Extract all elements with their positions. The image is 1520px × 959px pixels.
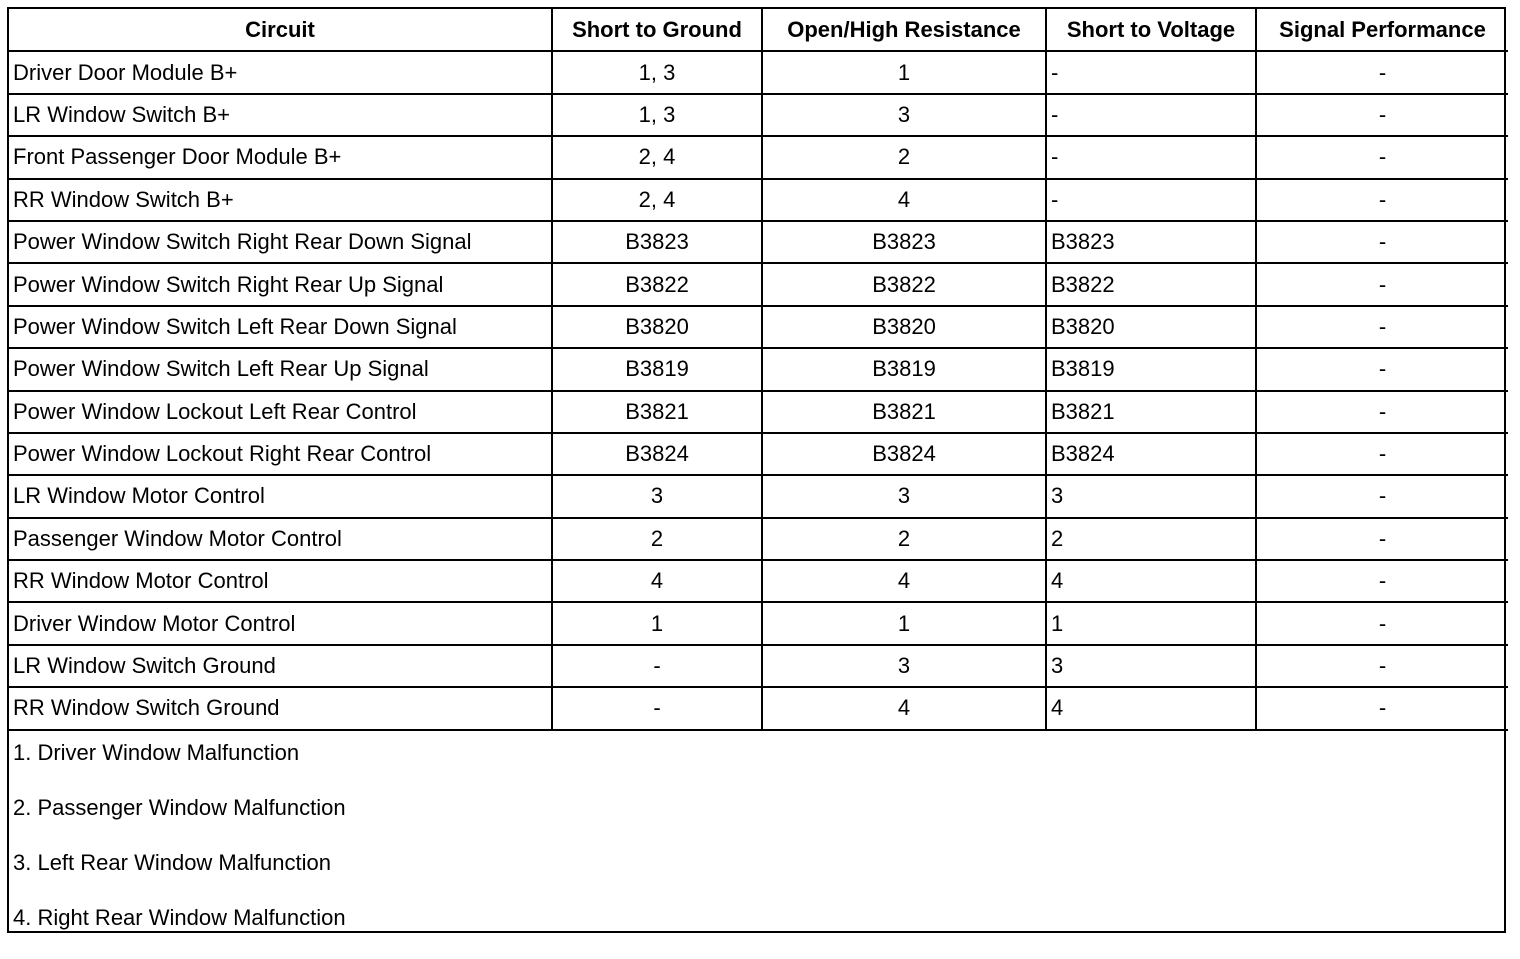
table-row <box>9 433 1508 475</box>
short-to-voltage-cell: 1 <box>1046 602 1256 644</box>
footnote-2: 2. Passenger Window Malfunction <box>13 794 346 820</box>
short-to-ground-cell: 2 <box>552 518 762 560</box>
signal-performance-cell: - <box>1256 94 1508 136</box>
table-row <box>9 391 1508 433</box>
short-to-ground-cell: B3819 <box>552 348 762 390</box>
short-to-voltage-cell: B3820 <box>1046 306 1256 348</box>
short-to-voltage-cell: B3822 <box>1046 263 1256 305</box>
header-open-high-resistance: Open/High Resistance <box>762 9 1046 51</box>
open-high-resistance-cell: B3823 <box>762 221 1046 263</box>
table-row <box>9 136 1508 178</box>
open-high-resistance-cell: 3 <box>762 475 1046 517</box>
footnotes <box>9 731 1504 959</box>
short-to-ground-cell: - <box>552 645 762 687</box>
short-to-ground-cell: B3823 <box>552 221 762 263</box>
table-row <box>9 560 1508 602</box>
table-row <box>9 645 1508 687</box>
signal-performance-cell: - <box>1256 687 1508 729</box>
open-high-resistance-cell: 4 <box>762 687 1046 729</box>
table-row <box>9 687 1508 729</box>
signal-performance-cell: - <box>1256 433 1508 475</box>
short-to-voltage-cell: - <box>1046 51 1256 93</box>
circuit-name: RR Window Motor Control <box>9 560 552 602</box>
circuit-name: RR Window Switch Ground <box>9 687 552 729</box>
circuit-name: Power Window Lockout Left Rear Control <box>9 391 552 433</box>
signal-performance-cell: - <box>1256 602 1508 644</box>
open-high-resistance-cell: 1 <box>762 51 1046 93</box>
short-to-ground-cell: B3824 <box>552 433 762 475</box>
short-to-voltage-cell: B3823 <box>1046 221 1256 263</box>
signal-performance-cell: - <box>1256 475 1508 517</box>
short-to-ground-cell: 3 <box>552 475 762 517</box>
open-high-resistance-cell: 2 <box>762 136 1046 178</box>
circuit-name: Power Window Switch Right Rear Down Signal <box>9 221 552 263</box>
circuit-name: Power Window Switch Left Rear Up Signal <box>9 348 552 390</box>
circuit-name: RR Window Switch B+ <box>9 179 552 221</box>
short-to-ground-cell: B3820 <box>552 306 762 348</box>
short-to-ground-cell: 1 <box>552 602 762 644</box>
signal-performance-cell: - <box>1256 136 1508 178</box>
open-high-resistance-cell: 2 <box>762 518 1046 560</box>
circuit-name: Driver Window Motor Control <box>9 602 552 644</box>
short-to-voltage-cell: - <box>1046 179 1256 221</box>
signal-performance-cell: - <box>1256 560 1508 602</box>
table-row <box>9 179 1508 221</box>
footnote-1: 1. Driver Window Malfunction <box>13 739 300 765</box>
short-to-voltage-cell: B3821 <box>1046 391 1256 433</box>
open-high-resistance-cell: B3820 <box>762 306 1046 348</box>
table-row <box>9 475 1508 517</box>
table-row <box>9 518 1508 560</box>
short-to-ground-cell: 2, 4 <box>552 179 762 221</box>
open-high-resistance-cell: 4 <box>762 179 1046 221</box>
short-to-ground-cell: B3822 <box>552 263 762 305</box>
table-row <box>9 306 1508 348</box>
circuit-name: Front Passenger Door Module B+ <box>9 136 552 178</box>
table-row <box>9 602 1508 644</box>
open-high-resistance-cell: B3821 <box>762 391 1046 433</box>
short-to-voltage-cell: 2 <box>1046 518 1256 560</box>
circuit-name: LR Window Switch B+ <box>9 94 552 136</box>
open-high-resistance-cell: 3 <box>762 645 1046 687</box>
footnote-4: 4. Right Rear Window Malfunction <box>13 904 346 930</box>
header-short-to-ground: Short to Ground <box>552 9 762 51</box>
header-row <box>9 9 1508 51</box>
table-row <box>9 221 1508 263</box>
signal-performance-cell: - <box>1256 348 1508 390</box>
table-row <box>9 348 1508 390</box>
short-to-voltage-cell: - <box>1046 94 1256 136</box>
open-high-resistance-cell: 3 <box>762 94 1046 136</box>
short-to-voltage-cell: 4 <box>1046 560 1256 602</box>
signal-performance-cell: - <box>1256 221 1508 263</box>
circuit-fault-table-document <box>7 7 1506 933</box>
short-to-voltage-cell: 3 <box>1046 645 1256 687</box>
short-to-voltage-cell: - <box>1046 136 1256 178</box>
short-to-voltage-cell: B3819 <box>1046 348 1256 390</box>
circuit-name: Power Window Lockout Right Rear Control <box>9 433 552 475</box>
short-to-voltage-cell: 3 <box>1046 475 1256 517</box>
signal-performance-cell: - <box>1256 645 1508 687</box>
header-signal-performance: Signal Performance <box>1256 9 1508 51</box>
table-row <box>9 51 1508 93</box>
circuit-name: Driver Door Module B+ <box>9 51 552 93</box>
header-circuit: Circuit <box>9 9 552 51</box>
signal-performance-cell: - <box>1256 518 1508 560</box>
circuit-name: Power Window Switch Left Rear Down Signal <box>9 306 552 348</box>
open-high-resistance-cell: 1 <box>762 602 1046 644</box>
signal-performance-cell: - <box>1256 391 1508 433</box>
circuit-fault-table <box>9 9 1508 731</box>
header-short-to-voltage: Short to Voltage <box>1046 9 1256 51</box>
short-to-ground-cell: 1, 3 <box>552 51 762 93</box>
open-high-resistance-cell: B3819 <box>762 348 1046 390</box>
signal-performance-cell: - <box>1256 306 1508 348</box>
signal-performance-cell: - <box>1256 263 1508 305</box>
short-to-ground-cell: 1, 3 <box>552 94 762 136</box>
footnote-3: 3. Left Rear Window Malfunction <box>13 849 331 875</box>
circuit-name: Power Window Switch Right Rear Up Signal <box>9 263 552 305</box>
open-high-resistance-cell: 4 <box>762 560 1046 602</box>
open-high-resistance-cell: B3822 <box>762 263 1046 305</box>
short-to-voltage-cell: B3824 <box>1046 433 1256 475</box>
circuit-name: LR Window Switch Ground <box>9 645 552 687</box>
signal-performance-cell: - <box>1256 179 1508 221</box>
open-high-resistance-cell: B3824 <box>762 433 1046 475</box>
table-row <box>9 94 1508 136</box>
short-to-ground-cell: - <box>552 687 762 729</box>
short-to-ground-cell: 2, 4 <box>552 136 762 178</box>
signal-performance-cell: - <box>1256 51 1508 93</box>
short-to-voltage-cell: 4 <box>1046 687 1256 729</box>
circuit-name: LR Window Motor Control <box>9 475 552 517</box>
table-row <box>9 263 1508 305</box>
short-to-ground-cell: 4 <box>552 560 762 602</box>
circuit-name: Passenger Window Motor Control <box>9 518 552 560</box>
short-to-ground-cell: B3821 <box>552 391 762 433</box>
